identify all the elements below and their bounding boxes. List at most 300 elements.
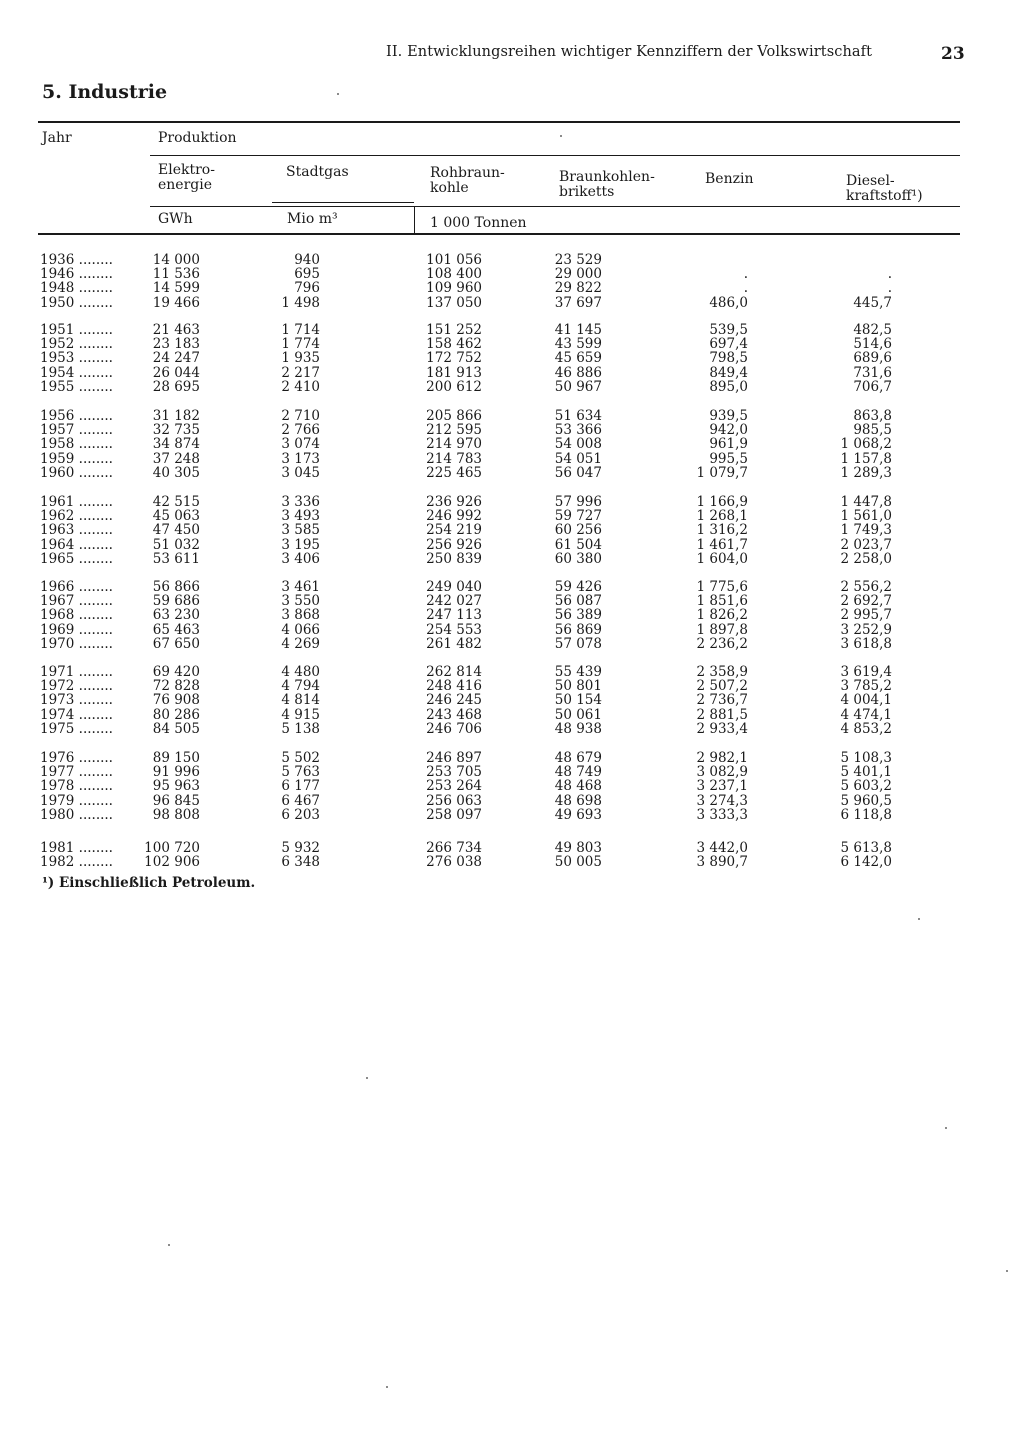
benzin-header: Benzin bbox=[705, 171, 754, 187]
stadtgas-cell: 3 195 bbox=[281, 536, 320, 553]
table-row bbox=[0, 794, 1024, 808]
rohbraun-cell: 258 097 bbox=[426, 806, 482, 823]
year-cell: 1948 ........ bbox=[40, 281, 113, 296]
elektro-cell: 76 908 bbox=[152, 692, 200, 709]
table-row bbox=[0, 296, 1024, 310]
page-number: 23 bbox=[941, 44, 965, 64]
diesel-header-line2: kraftstoff¹) bbox=[846, 188, 923, 204]
table-row bbox=[0, 855, 1024, 869]
benzin-cell: 1 775,6 bbox=[696, 579, 748, 595]
elektro-header-line1: Elektro- bbox=[158, 162, 215, 178]
year-cell: 1964 ........ bbox=[40, 537, 113, 552]
year-cell: 1953 ........ bbox=[40, 351, 113, 366]
stadtgas-cell: 6 177 bbox=[281, 778, 320, 795]
diesel-cell: 6 118,8 bbox=[840, 806, 892, 823]
brikett-cell: 46 886 bbox=[554, 364, 602, 381]
rule-header-bottom bbox=[38, 233, 960, 235]
stadtgas-cell: 1 498 bbox=[281, 294, 320, 311]
benzin-cell: 1 604,0 bbox=[696, 550, 748, 567]
stadtgas-cell: 1 774 bbox=[281, 336, 320, 353]
benzin-cell: 2 507,2 bbox=[696, 678, 748, 695]
benzin-cell: 1 316,2 bbox=[696, 522, 748, 539]
table-row bbox=[0, 841, 1024, 855]
table-row bbox=[0, 594, 1024, 608]
diesel-cell: 5 613,8 bbox=[840, 840, 892, 856]
brikett-cell: 49 693 bbox=[554, 806, 602, 823]
table-row bbox=[0, 281, 1024, 295]
year-cell: 1981 ........ bbox=[40, 841, 113, 855]
brikett-cell: 55 439 bbox=[554, 664, 602, 680]
stadtgas-cell: 4 794 bbox=[281, 678, 320, 695]
diesel-cell: 1 068,2 bbox=[840, 436, 892, 453]
diesel-cell: 445,7 bbox=[853, 294, 892, 311]
brikett-cell: 48 679 bbox=[554, 750, 602, 766]
rohbraun-cell: 253 264 bbox=[426, 778, 482, 795]
elektro-cell: 47 450 bbox=[152, 522, 200, 539]
scan-speck bbox=[560, 135, 562, 137]
elektro-cell: 21 463 bbox=[152, 322, 200, 338]
elektro-cell: 11 536 bbox=[152, 266, 200, 283]
diesel-cell: 4 853,2 bbox=[840, 720, 892, 737]
table-row bbox=[0, 608, 1024, 622]
elektro-header-line2: energie bbox=[158, 177, 213, 193]
elektro-cell: 14 599 bbox=[152, 280, 200, 297]
stadtgas-cell: 2 710 bbox=[281, 408, 320, 424]
elektro-cell: 59 686 bbox=[152, 593, 200, 610]
running-title: II. Entwicklungsreihen wichtiger Kennziffern der Volkswirtschaft bbox=[386, 44, 873, 60]
benzin-cell: 3 442,0 bbox=[696, 840, 748, 856]
benzin-cell: 961,9 bbox=[709, 436, 748, 453]
col-year-header: Jahr bbox=[42, 130, 72, 146]
brikett-cell: 61 504 bbox=[554, 536, 602, 553]
rohbraun-cell: 242 027 bbox=[426, 593, 482, 610]
stadtgas-cell: 3 074 bbox=[281, 436, 320, 453]
table-row bbox=[0, 623, 1024, 637]
rohbraun-header-line1: Rohbraun- bbox=[430, 165, 505, 181]
brikett-header-line1: Braunkohlen- bbox=[559, 169, 655, 185]
elektro-cell: 67 650 bbox=[152, 635, 200, 652]
table-row bbox=[0, 423, 1024, 437]
elektro-cell: 63 230 bbox=[152, 607, 200, 624]
benzin-cell: 2 358,9 bbox=[696, 664, 748, 680]
diesel-cell: . bbox=[887, 266, 892, 283]
year-cell: 1977 ........ bbox=[40, 765, 113, 780]
table-row bbox=[0, 580, 1024, 594]
stadtgas-cell: 6 348 bbox=[281, 854, 320, 871]
brikett-cell: 23 529 bbox=[554, 252, 602, 268]
table-row bbox=[0, 779, 1024, 793]
stadtgas-cell: 5 763 bbox=[281, 764, 320, 781]
table-row bbox=[0, 409, 1024, 423]
brikett-cell: 59 727 bbox=[554, 508, 602, 525]
benzin-cell: 2 982,1 bbox=[696, 750, 748, 766]
benzin-cell: 1 079,7 bbox=[696, 464, 748, 481]
diesel-cell: 1 289,3 bbox=[840, 464, 892, 481]
stadtgas-cell: 4 269 bbox=[281, 635, 320, 652]
year-cell: 1958 ........ bbox=[40, 437, 113, 452]
year-cell: 1960 ........ bbox=[40, 465, 113, 480]
benzin-cell: 1 851,6 bbox=[696, 593, 748, 610]
year-cell: 1946 ........ bbox=[40, 267, 113, 282]
year-cell: 1962 ........ bbox=[40, 509, 113, 524]
rohbraun-cell: 214 783 bbox=[426, 450, 482, 467]
diesel-cell: 4 004,1 bbox=[840, 692, 892, 709]
rohbraun-cell: 246 706 bbox=[426, 720, 482, 737]
stadtgas-cell: 5 502 bbox=[281, 750, 320, 766]
benzin-cell: 697,4 bbox=[709, 336, 748, 353]
elektro-cell: 19 466 bbox=[152, 294, 200, 311]
stadtgas-cell: 4 480 bbox=[281, 664, 320, 680]
brikett-cell: 45 659 bbox=[554, 350, 602, 367]
stadtgas-cell: 2 766 bbox=[281, 422, 320, 439]
benzin-cell: 539,5 bbox=[709, 322, 748, 338]
rohbraun-cell: 214 970 bbox=[426, 436, 482, 453]
diesel-cell: 5 108,3 bbox=[840, 750, 892, 766]
table-row bbox=[0, 323, 1024, 337]
diesel-cell: 731,6 bbox=[853, 364, 892, 381]
elektro-cell: 45 063 bbox=[152, 508, 200, 525]
table-row bbox=[0, 509, 1024, 523]
diesel-cell: 482,5 bbox=[853, 322, 892, 338]
benzin-cell: 486,0 bbox=[709, 294, 748, 311]
diesel-cell: 3 619,4 bbox=[840, 664, 892, 680]
elektro-cell: 26 044 bbox=[152, 364, 200, 381]
benzin-cell: 1 268,1 bbox=[696, 508, 748, 525]
year-cell: 1936 ........ bbox=[40, 253, 113, 267]
diesel-cell: 5 603,2 bbox=[840, 778, 892, 795]
elektro-unit: GWh bbox=[158, 211, 193, 227]
year-cell: 1951 ........ bbox=[40, 323, 113, 337]
stadtgas-cell: 796 bbox=[294, 280, 320, 297]
elektro-cell: 23 183 bbox=[152, 336, 200, 353]
rohbraun-cell: 109 960 bbox=[426, 280, 482, 297]
brikett-cell: 50 967 bbox=[554, 378, 602, 395]
brikett-cell: 60 380 bbox=[554, 550, 602, 567]
brikett-cell: 41 145 bbox=[554, 322, 602, 338]
diesel-cell: 2 258,0 bbox=[840, 550, 892, 567]
benzin-cell: 995,5 bbox=[709, 450, 748, 467]
scan-speck bbox=[366, 1077, 368, 1079]
rohbraun-cell: 212 595 bbox=[426, 422, 482, 439]
brikett-cell: 54 008 bbox=[554, 436, 602, 453]
rohbraun-cell: 266 734 bbox=[426, 840, 482, 856]
brikett-cell: 37 697 bbox=[554, 294, 602, 311]
rohbraun-cell: 247 113 bbox=[426, 607, 482, 624]
year-cell: 1976 ........ bbox=[40, 751, 113, 765]
rohbraun-cell: 250 839 bbox=[426, 550, 482, 567]
stadtgas-cell: 3 045 bbox=[281, 464, 320, 481]
stadtgas-cell: 3 550 bbox=[281, 593, 320, 610]
elektro-cell: 69 420 bbox=[152, 664, 200, 680]
year-cell: 1952 ........ bbox=[40, 337, 113, 352]
stadtgas-cell: 3 585 bbox=[281, 522, 320, 539]
table-row bbox=[0, 693, 1024, 707]
rohbraun-unit: 1 000 Tonnen bbox=[430, 215, 527, 231]
elektro-cell: 40 305 bbox=[152, 464, 200, 481]
diesel-cell: 1 447,8 bbox=[840, 494, 892, 510]
rohbraun-cell: 262 814 bbox=[426, 664, 482, 680]
brikett-cell: 50 154 bbox=[554, 692, 602, 709]
diesel-cell: 985,5 bbox=[853, 422, 892, 439]
brikett-cell: 50 005 bbox=[554, 854, 602, 871]
elektro-cell: 96 845 bbox=[152, 792, 200, 809]
benzin-cell: 1 897,8 bbox=[696, 621, 748, 638]
elektro-cell: 24 247 bbox=[152, 350, 200, 367]
stadtgas-cell: 5 138 bbox=[281, 720, 320, 737]
stadtgas-cell: 3 336 bbox=[281, 494, 320, 510]
stadtgas-header: Stadtgas bbox=[286, 164, 349, 180]
table-row bbox=[0, 366, 1024, 380]
year-cell: 1950 ........ bbox=[40, 295, 113, 310]
benzin-cell: 895,0 bbox=[709, 378, 748, 395]
rohbraun-cell: 108 400 bbox=[426, 266, 482, 283]
diesel-cell: 3 785,2 bbox=[840, 678, 892, 695]
rohbraun-cell: 158 462 bbox=[426, 336, 482, 353]
benzin-cell: 3 333,3 bbox=[696, 806, 748, 823]
stadtgas-cell: 3 868 bbox=[281, 607, 320, 624]
scan-speck bbox=[337, 93, 339, 95]
diesel-cell: 5 960,5 bbox=[840, 792, 892, 809]
rohbraun-cell: 246 897 bbox=[426, 750, 482, 766]
benzin-cell: 2 236,2 bbox=[696, 635, 748, 652]
table-row bbox=[0, 267, 1024, 281]
scan-speck bbox=[168, 1244, 170, 1246]
year-cell: 1956 ........ bbox=[40, 409, 113, 423]
stadtgas-cell: 4 814 bbox=[281, 692, 320, 709]
elektro-cell: 65 463 bbox=[152, 621, 200, 638]
diesel-cell: 4 474,1 bbox=[840, 706, 892, 723]
scan-speck bbox=[945, 1127, 947, 1129]
rohbraun-cell: 200 612 bbox=[426, 378, 482, 395]
rohbraun-cell: 246 992 bbox=[426, 508, 482, 525]
rule-top bbox=[38, 121, 960, 123]
rohbraun-cell: 205 866 bbox=[426, 408, 482, 424]
benzin-cell: 3 237,1 bbox=[696, 778, 748, 795]
benzin-cell: 942,0 bbox=[709, 422, 748, 439]
table-row bbox=[0, 808, 1024, 822]
table-row bbox=[0, 665, 1024, 679]
rohbraun-cell: 181 913 bbox=[426, 364, 482, 381]
brikett-cell: 43 599 bbox=[554, 336, 602, 353]
table-row bbox=[0, 679, 1024, 693]
stadtgas-cell: 1 935 bbox=[281, 350, 320, 367]
rohbraun-cell: 151 252 bbox=[426, 322, 482, 338]
benzin-cell: 798,5 bbox=[709, 350, 748, 367]
section-title: 5. Industrie bbox=[42, 81, 168, 103]
elektro-cell: 80 286 bbox=[152, 706, 200, 723]
stadtgas-cell: 5 932 bbox=[281, 840, 320, 856]
diesel-cell: 2 556,2 bbox=[840, 579, 892, 595]
rohbraun-cell: 253 705 bbox=[426, 764, 482, 781]
benzin-cell: 3 274,3 bbox=[696, 792, 748, 809]
stadtgas-cell: 1 714 bbox=[281, 322, 320, 338]
brikett-header-line2: briketts bbox=[559, 184, 615, 200]
year-cell: 1963 ........ bbox=[40, 523, 113, 538]
diesel-cell: 1 749,3 bbox=[840, 522, 892, 539]
elektro-cell: 84 505 bbox=[152, 720, 200, 737]
benzin-cell: 2 736,7 bbox=[696, 692, 748, 709]
year-cell: 1967 ........ bbox=[40, 594, 113, 609]
stadtgas-cell: 4 066 bbox=[281, 621, 320, 638]
stadtgas-cell: 940 bbox=[294, 252, 320, 268]
year-cell: 1971 ........ bbox=[40, 665, 113, 679]
benzin-cell: 2 881,5 bbox=[696, 706, 748, 723]
rohbraun-cell: 256 063 bbox=[426, 792, 482, 809]
table-row bbox=[0, 538, 1024, 552]
elektro-cell: 31 182 bbox=[152, 408, 200, 424]
table-row bbox=[0, 495, 1024, 509]
elektro-cell: 98 808 bbox=[152, 806, 200, 823]
rohbraun-cell: 236 926 bbox=[426, 494, 482, 510]
rule-group-bottom-stadtgas bbox=[272, 202, 414, 203]
stadtgas-unit: Mio m³ bbox=[287, 211, 338, 227]
stadtgas-cell: 6 467 bbox=[281, 792, 320, 809]
rohbraun-cell: 248 416 bbox=[426, 678, 482, 695]
stadtgas-cell: 2 217 bbox=[281, 364, 320, 381]
benzin-cell: . bbox=[743, 280, 748, 297]
elektro-cell: 95 963 bbox=[152, 778, 200, 795]
footnote: ¹) Einschließlich Petroleum. bbox=[42, 875, 256, 891]
benzin-cell: 2 933,4 bbox=[696, 720, 748, 737]
brikett-cell: 49 803 bbox=[554, 840, 602, 856]
brikett-cell: 48 468 bbox=[554, 778, 602, 795]
diesel-cell: 6 142,0 bbox=[840, 854, 892, 871]
rohbraun-cell: 225 465 bbox=[426, 464, 482, 481]
brikett-cell: 51 634 bbox=[554, 408, 602, 424]
year-cell: 1970 ........ bbox=[40, 636, 113, 651]
rohbraun-header-line2: kohle bbox=[430, 180, 469, 196]
elektro-cell: 37 248 bbox=[152, 450, 200, 467]
brikett-cell: 29 822 bbox=[554, 280, 602, 297]
brikett-cell: 59 426 bbox=[554, 579, 602, 595]
brikett-cell: 53 366 bbox=[554, 422, 602, 439]
year-cell: 1959 ........ bbox=[40, 451, 113, 466]
diesel-cell: 2 023,7 bbox=[840, 536, 892, 553]
stadtgas-cell: 6 203 bbox=[281, 806, 320, 823]
benzin-cell: 1 826,2 bbox=[696, 607, 748, 624]
rohbraun-cell: 172 752 bbox=[426, 350, 482, 367]
diesel-cell: 706,7 bbox=[853, 378, 892, 395]
table-row bbox=[0, 253, 1024, 267]
rohbraun-cell: 243 468 bbox=[426, 706, 482, 723]
rohbraun-cell: 246 245 bbox=[426, 692, 482, 709]
diesel-cell: 2 692,7 bbox=[840, 593, 892, 610]
rule-group-bottom-brikett bbox=[414, 206, 415, 233]
benzin-cell: 3 082,9 bbox=[696, 764, 748, 781]
table-row bbox=[0, 722, 1024, 736]
year-cell: 1954 ........ bbox=[40, 365, 113, 380]
benzin-cell: 3 890,7 bbox=[696, 854, 748, 871]
brikett-cell: 29 000 bbox=[554, 266, 602, 283]
brikett-cell: 48 749 bbox=[554, 764, 602, 781]
scan-speck bbox=[386, 1386, 388, 1388]
stadtgas-cell: 2 410 bbox=[281, 378, 320, 395]
diesel-cell: 863,8 bbox=[853, 408, 892, 424]
diesel-cell: . bbox=[887, 280, 892, 297]
brikett-cell: 48 938 bbox=[554, 720, 602, 737]
year-cell: 1955 ........ bbox=[40, 379, 113, 394]
brikett-cell: 54 051 bbox=[554, 450, 602, 467]
elektro-cell: 34 874 bbox=[152, 436, 200, 453]
table-row bbox=[0, 637, 1024, 651]
year-cell: 1965 ........ bbox=[40, 551, 113, 566]
rohbraun-cell: 101 056 bbox=[426, 252, 482, 268]
rohbraun-cell: 254 553 bbox=[426, 621, 482, 638]
rule-produktion bbox=[150, 155, 960, 156]
stadtgas-cell: 3 461 bbox=[281, 579, 320, 595]
table-row bbox=[0, 351, 1024, 365]
table-row bbox=[0, 380, 1024, 394]
table-row bbox=[0, 765, 1024, 779]
table-row bbox=[0, 708, 1024, 722]
benzin-cell: 939,5 bbox=[709, 408, 748, 424]
elektro-cell: 53 611 bbox=[152, 550, 200, 567]
table-row bbox=[0, 751, 1024, 765]
year-cell: 1980 ........ bbox=[40, 807, 113, 822]
stadtgas-cell: 3 173 bbox=[281, 450, 320, 467]
table-row bbox=[0, 452, 1024, 466]
diesel-cell: 1 157,8 bbox=[840, 450, 892, 467]
elektro-cell: 89 150 bbox=[152, 750, 200, 766]
brikett-cell: 57 078 bbox=[554, 635, 602, 652]
diesel-cell: 689,6 bbox=[853, 350, 892, 367]
year-cell: 1974 ........ bbox=[40, 707, 113, 722]
elektro-cell: 51 032 bbox=[152, 536, 200, 553]
benzin-cell: 1 461,7 bbox=[696, 536, 748, 553]
year-cell: 1957 ........ bbox=[40, 423, 113, 438]
elektro-cell: 42 515 bbox=[152, 494, 200, 510]
year-cell: 1972 ........ bbox=[40, 679, 113, 694]
rohbraun-cell: 137 050 bbox=[426, 294, 482, 311]
brikett-cell: 60 256 bbox=[554, 522, 602, 539]
stadtgas-cell: 3 406 bbox=[281, 550, 320, 567]
produktion-header: Produktion bbox=[158, 130, 237, 146]
scan-speck bbox=[1006, 1270, 1008, 1272]
elektro-cell: 56 866 bbox=[152, 579, 200, 595]
brikett-cell: 50 061 bbox=[554, 706, 602, 723]
brikett-cell: 57 996 bbox=[554, 494, 602, 510]
table-row bbox=[0, 523, 1024, 537]
brikett-cell: 56 087 bbox=[554, 593, 602, 610]
rohbraun-cell: 276 038 bbox=[426, 854, 482, 871]
rohbraun-cell: 249 040 bbox=[426, 579, 482, 595]
year-cell: 1968 ........ bbox=[40, 608, 113, 623]
year-cell: 1969 ........ bbox=[40, 622, 113, 637]
benzin-cell: 1 166,9 bbox=[696, 494, 748, 510]
brikett-cell: 50 801 bbox=[554, 678, 602, 695]
rule-units bbox=[150, 206, 960, 207]
brikett-cell: 56 389 bbox=[554, 607, 602, 624]
elektro-cell: 32 735 bbox=[152, 422, 200, 439]
elektro-cell: 28 695 bbox=[152, 378, 200, 395]
year-cell: 1961 ........ bbox=[40, 495, 113, 509]
diesel-header-line1: Diesel- bbox=[846, 173, 895, 189]
diesel-cell: 1 561,0 bbox=[840, 508, 892, 525]
diesel-cell: 514,6 bbox=[853, 336, 892, 353]
brikett-cell: 56 869 bbox=[554, 621, 602, 638]
year-cell: 1966 ........ bbox=[40, 580, 113, 594]
year-cell: 1978 ........ bbox=[40, 779, 113, 794]
year-cell: 1973 ........ bbox=[40, 693, 113, 708]
diesel-cell: 2 995,7 bbox=[840, 607, 892, 624]
diesel-cell: 3 252,9 bbox=[840, 621, 892, 638]
benzin-cell: 849,4 bbox=[709, 364, 748, 381]
diesel-cell: 5 401,1 bbox=[840, 764, 892, 781]
elektro-cell: 72 828 bbox=[152, 678, 200, 695]
year-cell: 1982 ........ bbox=[40, 855, 113, 870]
brikett-cell: 48 698 bbox=[554, 792, 602, 809]
table-row bbox=[0, 337, 1024, 351]
